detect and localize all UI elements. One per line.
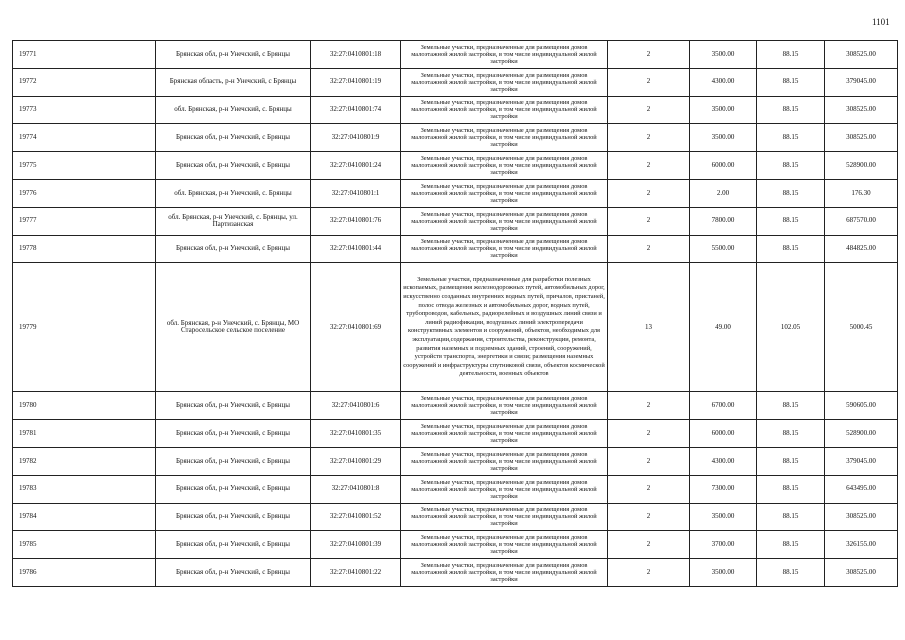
table-row xyxy=(13,503,898,531)
row-group: 2 xyxy=(608,420,690,448)
row-area: 7800.00 xyxy=(690,207,757,235)
row-cadastral-number: 32:27:0410801:29 xyxy=(311,447,401,475)
table-row xyxy=(13,263,898,392)
row-group: 2 xyxy=(608,207,690,235)
row-cadastral-value: 308525.00 xyxy=(825,41,898,69)
row-land-use: Земельные участки, предназначенные для размещения домов малоэтажной жилой застройки, в том числе индивидуальной жилой застройки xyxy=(401,68,608,96)
row-rate: 88.15 xyxy=(757,447,825,475)
row-rate: 88.15 xyxy=(757,559,825,587)
row-land-use: Земельные участки, предназначенные для размещения домов малоэтажной жилой застройки, в том числе индивидуальной жилой застройки xyxy=(401,152,608,180)
row-number: 19772 xyxy=(13,68,156,96)
row-address: Брянская обл, р-н Унечский, с Брянцы xyxy=(156,503,311,531)
row-cadastral-value: 5000.45 xyxy=(825,263,898,392)
row-number: 19776 xyxy=(13,179,156,207)
row-address: Брянская обл, р-н Унечский, с Брянцы xyxy=(156,124,311,152)
row-address: Брянская обл, р-н Унечский, с Брянцы xyxy=(156,392,311,420)
row-rate: 102.05 xyxy=(757,263,825,392)
row-number: 19775 xyxy=(13,152,156,180)
row-group: 2 xyxy=(608,447,690,475)
row-address: Брянская обл, р-н Унечский, с Брянцы xyxy=(156,152,311,180)
table-row xyxy=(13,207,898,235)
row-land-use: Земельные участки, предназначенные для разработки полезных ископаемых, размещения железнодорожных путей, автомобильных дорог, искусственно созданных внутренних водных путей, причалов, пристаней, полос отвода железных и автомобильных дорог, водных путей, трубопроводов, кабельных, радиорелейных и воздушных линий связи и линий радиофикации, воздушных линий электропередачи конструктивных элементов и сооружений, объектов, необходимых для эксплуатации,содержания, строительства, реконструкции, ремонта, развития наземных и подземных зданий, строений, сооружений, устройств транспорта, энергетики и связи; размещения наземных сооружений и инфраструктуры спутниковой связи, объектов космической деятельности, военных объектов xyxy=(401,263,608,392)
row-group: 2 xyxy=(608,392,690,420)
table-row xyxy=(13,531,898,559)
row-group: 2 xyxy=(608,531,690,559)
table-row xyxy=(13,68,898,96)
page-number: 1101 xyxy=(872,17,890,27)
row-rate: 88.15 xyxy=(757,503,825,531)
row-land-use: Земельные участки, предназначенные для размещения домов малоэтажной жилой застройки, в том числе индивидуальной жилой застройки xyxy=(401,559,608,587)
row-number: 19779 xyxy=(13,263,156,392)
row-group: 2 xyxy=(608,235,690,263)
row-cadastral-number: 32:27:0410801:1 xyxy=(311,179,401,207)
row-group: 2 xyxy=(608,96,690,124)
row-land-use: Земельные участки, предназначенные для размещения домов малоэтажной жилой застройки, в том числе индивидуальной жилой застройки xyxy=(401,179,608,207)
row-group: 2 xyxy=(608,503,690,531)
table-row xyxy=(13,179,898,207)
row-land-use: Земельные участки, предназначенные для размещения домов малоэтажной жилой застройки, в том числе индивидуальной жилой застройки xyxy=(401,96,608,124)
row-area: 7300.00 xyxy=(690,475,757,503)
table-row xyxy=(13,420,898,448)
row-number: 19782 xyxy=(13,447,156,475)
row-cadastral-number: 32:27:0410801:39 xyxy=(311,531,401,559)
row-area: 3500.00 xyxy=(690,559,757,587)
row-area: 5500.00 xyxy=(690,235,757,263)
row-address: Брянская обл, р-н Унечский, с Брянцы xyxy=(156,447,311,475)
row-cadastral-value: 379045.00 xyxy=(825,68,898,96)
row-land-use: Земельные участки, предназначенные для размещения домов малоэтажной жилой застройки, в том числе индивидуальной жилой застройки xyxy=(401,475,608,503)
row-number: 19783 xyxy=(13,475,156,503)
row-group: 2 xyxy=(608,41,690,69)
row-rate: 88.15 xyxy=(757,207,825,235)
row-number: 19771 xyxy=(13,41,156,69)
row-cadastral-value: 590605.00 xyxy=(825,392,898,420)
row-land-use: Земельные участки, предназначенные для размещения домов малоэтажной жилой застройки, в том числе индивидуальной жилой застройки xyxy=(401,124,608,152)
row-number: 19784 xyxy=(13,503,156,531)
row-area: 6700.00 xyxy=(690,392,757,420)
row-number: 19773 xyxy=(13,96,156,124)
row-area: 3500.00 xyxy=(690,503,757,531)
row-area: 6000.00 xyxy=(690,152,757,180)
row-cadastral-value: 643495.00 xyxy=(825,475,898,503)
row-cadastral-value: 528900.00 xyxy=(825,152,898,180)
row-group: 2 xyxy=(608,179,690,207)
table-row xyxy=(13,235,898,263)
row-cadastral-number: 32:27:0410801:6 xyxy=(311,392,401,420)
row-cadastral-value: 308525.00 xyxy=(825,96,898,124)
row-number: 19786 xyxy=(13,559,156,587)
row-address: Брянская обл, р-н Унечский, с Брянцы xyxy=(156,235,311,263)
row-address: Брянская обл, р-н Унечский, с Брянцы xyxy=(156,531,311,559)
row-rate: 88.15 xyxy=(757,420,825,448)
table-row xyxy=(13,475,898,503)
row-rate: 88.15 xyxy=(757,124,825,152)
row-cadastral-number: 32:27:0410801:76 xyxy=(311,207,401,235)
row-group: 2 xyxy=(608,559,690,587)
table-row xyxy=(13,41,898,69)
row-cadastral-number: 32:27:0410801:9 xyxy=(311,124,401,152)
row-cadastral-value: 528900.00 xyxy=(825,420,898,448)
table-row xyxy=(13,96,898,124)
row-rate: 88.15 xyxy=(757,475,825,503)
row-land-use: Земельные участки, предназначенные для размещения домов малоэтажной жилой застройки, в том числе индивидуальной жилой застройки xyxy=(401,447,608,475)
row-number: 19774 xyxy=(13,124,156,152)
table-row xyxy=(13,152,898,180)
row-area: 6000.00 xyxy=(690,420,757,448)
row-address: Брянская обл, р-н Унечский, с Брянцы xyxy=(156,559,311,587)
row-group: 13 xyxy=(608,263,690,392)
row-area: 3500.00 xyxy=(690,96,757,124)
row-address: обл. Брянская, р-н Унечский, с. Брянцы, МО Старосельское сельское поселение xyxy=(156,263,311,392)
cadastral-value-table xyxy=(12,40,898,587)
row-rate: 88.15 xyxy=(757,96,825,124)
row-address: Брянская обл, р-н Унечский, с Брянцы xyxy=(156,41,311,69)
row-group: 2 xyxy=(608,68,690,96)
row-address: обл. Брянская, р-н Унечский, с. Брянцы xyxy=(156,96,311,124)
row-cadastral-number: 32:27:0410801:35 xyxy=(311,420,401,448)
table-row xyxy=(13,447,898,475)
row-cadastral-number: 32:27:0410801:24 xyxy=(311,152,401,180)
row-group: 2 xyxy=(608,475,690,503)
row-cadastral-value: 308525.00 xyxy=(825,503,898,531)
row-area: 3500.00 xyxy=(690,41,757,69)
row-cadastral-value: 308525.00 xyxy=(825,559,898,587)
row-area: 4300.00 xyxy=(690,447,757,475)
row-land-use: Земельные участки, предназначенные для размещения домов малоэтажной жилой застройки, в том числе индивидуальной жилой застройки xyxy=(401,41,608,69)
row-cadastral-value: 176.30 xyxy=(825,179,898,207)
row-land-use: Земельные участки, предназначенные для размещения домов малоэтажной жилой застройки, в том числе индивидуальной жилой застройки xyxy=(401,420,608,448)
row-area: 49.00 xyxy=(690,263,757,392)
table-row xyxy=(13,559,898,587)
row-address: обл. Брянская, р-н Унечский, с. Брянцы xyxy=(156,179,311,207)
row-cadastral-number: 32:27:0410801:18 xyxy=(311,41,401,69)
row-cadastral-value: 379045.00 xyxy=(825,447,898,475)
row-rate: 88.15 xyxy=(757,68,825,96)
row-cadastral-number: 32:27:0410801:8 xyxy=(311,475,401,503)
row-area: 2.00 xyxy=(690,179,757,207)
row-address: Брянская обл, р-н Унечский, с Брянцы xyxy=(156,420,311,448)
row-cadastral-number: 32:27:0410801:52 xyxy=(311,503,401,531)
row-number: 19778 xyxy=(13,235,156,263)
row-land-use: Земельные участки, предназначенные для размещения домов малоэтажной жилой застройки, в том числе индивидуальной жилой застройки xyxy=(401,503,608,531)
row-land-use: Земельные участки, предназначенные для размещения домов малоэтажной жилой застройки, в том числе индивидуальной жилой застройки xyxy=(401,235,608,263)
row-area: 3700.00 xyxy=(690,531,757,559)
row-rate: 88.15 xyxy=(757,392,825,420)
row-number: 19781 xyxy=(13,420,156,448)
row-address: обл. Брянская, р-н Унечский, с. Брянцы, ул. Партизанская xyxy=(156,207,311,235)
row-rate: 88.15 xyxy=(757,179,825,207)
row-area: 3500.00 xyxy=(690,124,757,152)
row-land-use: Земельные участки, предназначенные для размещения домов малоэтажной жилой застройки, в том числе индивидуальной жилой застройки xyxy=(401,531,608,559)
row-group: 2 xyxy=(608,152,690,180)
row-cadastral-value: 326155.00 xyxy=(825,531,898,559)
row-rate: 88.15 xyxy=(757,41,825,69)
row-land-use: Земельные участки, предназначенные для размещения домов малоэтажной жилой застройки, в том числе индивидуальной жилой застройки xyxy=(401,392,608,420)
row-rate: 88.15 xyxy=(757,531,825,559)
row-address: Брянская обл, р-н Унечский, с Брянцы xyxy=(156,475,311,503)
row-cadastral-value: 484825.00 xyxy=(825,235,898,263)
row-cadastral-number: 32:27:0410801:74 xyxy=(311,96,401,124)
row-cadastral-number: 32:27:0410801:19 xyxy=(311,68,401,96)
row-number: 19785 xyxy=(13,531,156,559)
row-rate: 88.15 xyxy=(757,235,825,263)
table-body xyxy=(13,41,898,587)
row-number: 19777 xyxy=(13,207,156,235)
row-cadastral-number: 32:27:0410801:22 xyxy=(311,559,401,587)
row-rate: 88.15 xyxy=(757,152,825,180)
row-cadastral-number: 32:27:0410801:69 xyxy=(311,263,401,392)
row-area: 4300.00 xyxy=(690,68,757,96)
row-group: 2 xyxy=(608,124,690,152)
row-land-use: Земельные участки, предназначенные для размещения домов малоэтажной жилой застройки, в том числе индивидуальной жилой застройки xyxy=(401,207,608,235)
row-cadastral-value: 308525.00 xyxy=(825,124,898,152)
table-row xyxy=(13,392,898,420)
table-row xyxy=(13,124,898,152)
row-number: 19780 xyxy=(13,392,156,420)
row-cadastral-number: 32:27:0410801:44 xyxy=(311,235,401,263)
row-cadastral-value: 687570.00 xyxy=(825,207,898,235)
row-address: Брянская область, р-н Унечский, с Брянцы xyxy=(156,68,311,96)
